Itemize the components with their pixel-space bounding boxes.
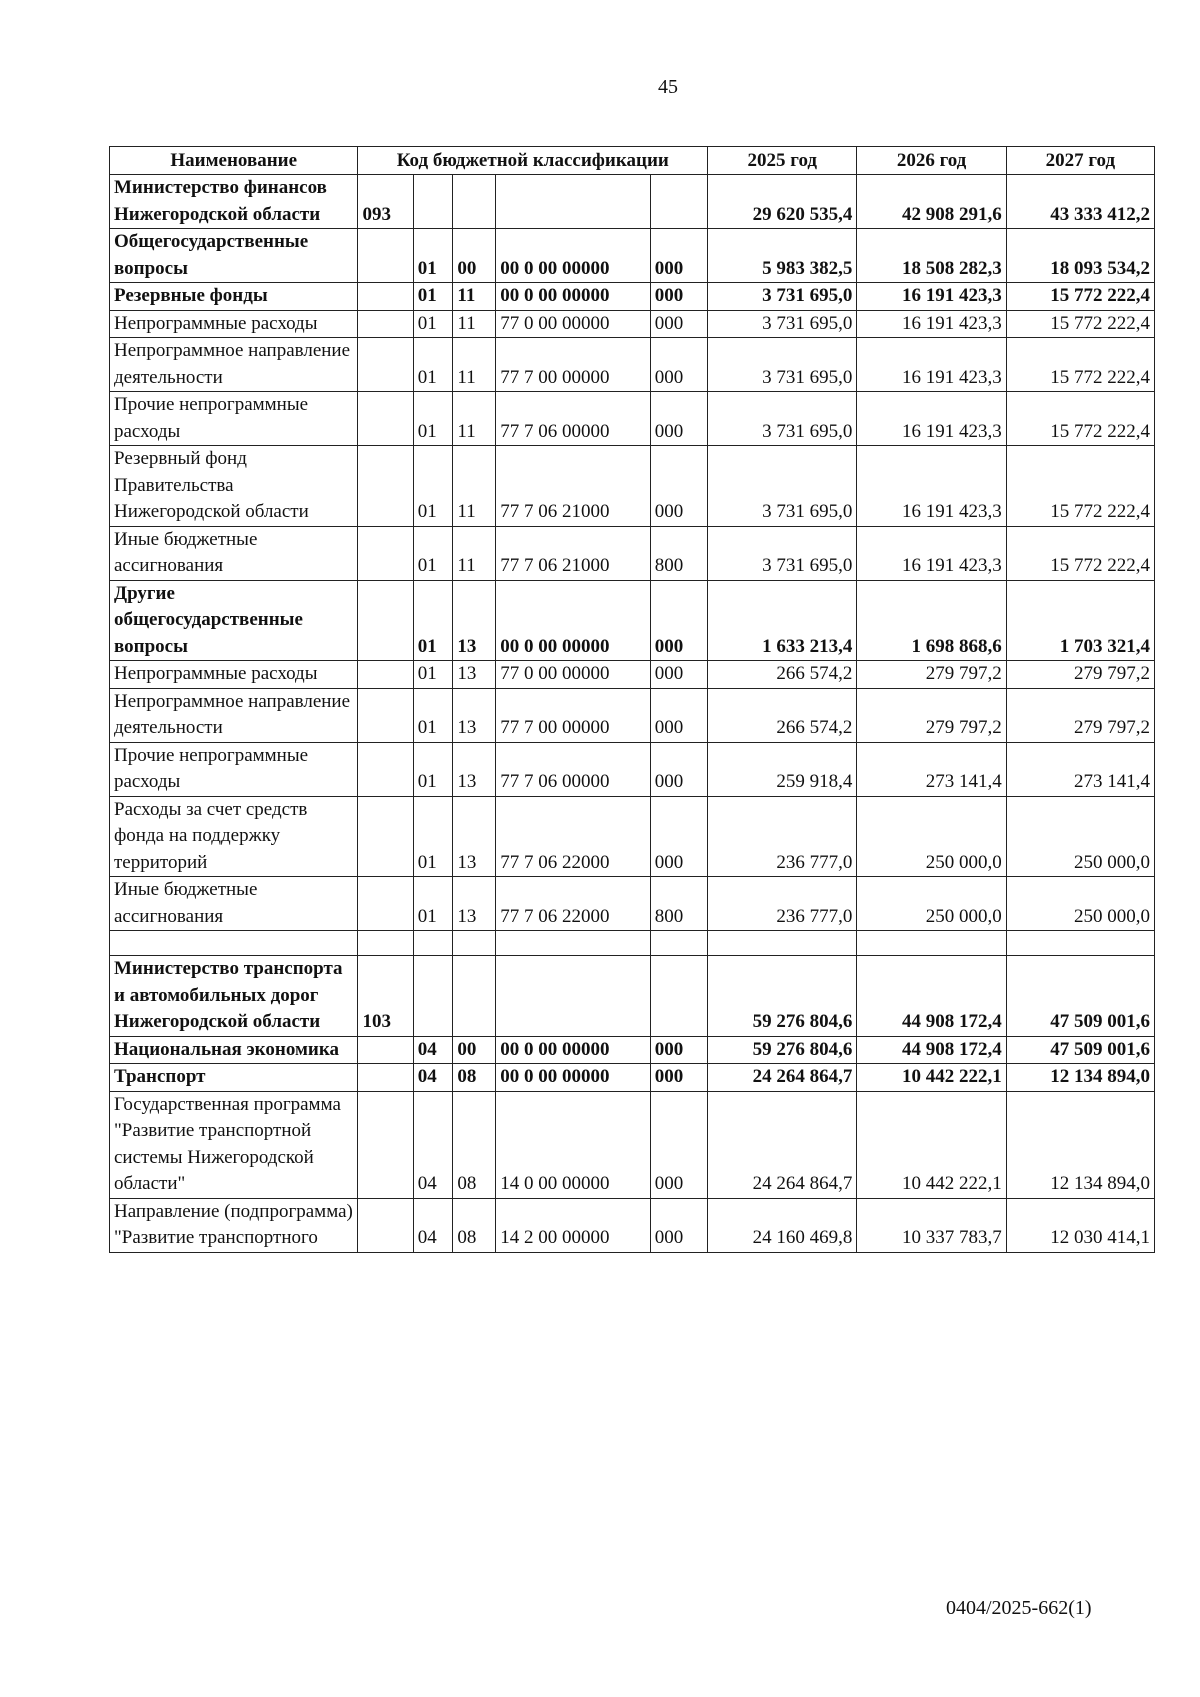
row-ved (358, 742, 413, 796)
row-csr: 00 0 00 00000 (496, 1036, 650, 1064)
row-2025: 5 983 382,5 (708, 229, 857, 283)
row-2025: 259 918,4 (708, 742, 857, 796)
row-name: Национальная экономика (110, 1036, 358, 1064)
row-2025: 266 574,2 (708, 688, 857, 742)
row-ved (358, 283, 413, 311)
row-name: Резервные фонды (110, 283, 358, 311)
row-pr: 11 (453, 310, 496, 338)
row-2027: 18 093 534,2 (1006, 229, 1154, 283)
row-csr: 77 7 00 00000 (496, 688, 650, 742)
row-2025: 24 264 864,7 (708, 1091, 857, 1198)
row-ved (358, 688, 413, 742)
row-rz: 01 (413, 877, 453, 931)
row-pr: 08 (453, 1064, 496, 1092)
row-2027: 47 509 001,6 (1006, 956, 1154, 1037)
row-2025: 1 633 213,4 (708, 580, 857, 661)
row-name: Резервный фонд Правительства Нижегородской области (110, 446, 358, 527)
table-row (110, 310, 1155, 338)
header-name: Наименование (110, 147, 358, 175)
row-2026: 10 442 222,1 (857, 1091, 1006, 1198)
row-2026: 1 698 868,6 (857, 580, 1006, 661)
row-2027: 12 134 894,0 (1006, 1064, 1154, 1092)
row-2027: 12 134 894,0 (1006, 1091, 1154, 1198)
table-row (110, 446, 1155, 527)
row-ved: 103 (358, 956, 413, 1037)
row-2026: 16 191 423,3 (857, 526, 1006, 580)
row-ved (358, 1036, 413, 1064)
row-ved (358, 526, 413, 580)
row-csr: 00 0 00 00000 (496, 283, 650, 311)
row-csr: 77 7 06 00000 (496, 742, 650, 796)
row-name (110, 931, 358, 956)
row-vr: 800 (650, 877, 707, 931)
row-vr: 000 (650, 283, 707, 311)
row-ved (358, 796, 413, 877)
row-2027: 250 000,0 (1006, 796, 1154, 877)
row-vr (650, 931, 707, 956)
row-2025: 3 731 695,0 (708, 283, 857, 311)
row-csr: 00 0 00 00000 (496, 580, 650, 661)
row-csr: 00 0 00 00000 (496, 229, 650, 283)
row-2025 (708, 931, 857, 956)
row-name: Государственная программа "Развитие транспортной системы Нижегородской области" (110, 1091, 358, 1198)
row-2026: 42 908 291,6 (857, 175, 1006, 229)
row-2025: 24 160 469,8 (708, 1198, 857, 1252)
row-2026: 10 337 783,7 (857, 1198, 1006, 1252)
row-rz: 01 (413, 392, 453, 446)
header-2025: 2025 год (708, 147, 857, 175)
document-number: 0404/2025-662(1) (946, 1597, 1092, 1619)
row-ved: 093 (358, 175, 413, 229)
row-ved (358, 877, 413, 931)
row-name: Непрограммные расходы (110, 310, 358, 338)
row-2027: 279 797,2 (1006, 688, 1154, 742)
row-2027: 47 509 001,6 (1006, 1036, 1154, 1064)
row-ved (358, 661, 413, 689)
row-pr (453, 956, 496, 1037)
row-2027 (1006, 931, 1154, 956)
header-2027: 2027 год (1006, 147, 1154, 175)
row-pr (453, 931, 496, 956)
row-pr: 13 (453, 796, 496, 877)
row-csr: 77 7 06 22000 (496, 796, 650, 877)
row-vr: 000 (650, 742, 707, 796)
header-code: Код бюджетной классификации (358, 147, 708, 175)
table-row (110, 1091, 1155, 1198)
row-name: Другие общегосударственные вопросы (110, 580, 358, 661)
row-ved (358, 931, 413, 956)
row-pr: 11 (453, 446, 496, 527)
row-name: Транспорт (110, 1064, 358, 1092)
row-vr: 000 (650, 688, 707, 742)
table-row (110, 229, 1155, 283)
row-csr: 00 0 00 00000 (496, 1064, 650, 1092)
row-name: Прочие непрограммные расходы (110, 742, 358, 796)
row-ved (358, 229, 413, 283)
row-2027: 15 772 222,4 (1006, 283, 1154, 311)
budget-table (109, 146, 1155, 1253)
row-rz (413, 931, 453, 956)
row-2026: 16 191 423,3 (857, 310, 1006, 338)
table-row (110, 877, 1155, 931)
row-2025: 3 731 695,0 (708, 446, 857, 527)
row-csr: 77 7 06 21000 (496, 526, 650, 580)
row-csr: 14 0 00 00000 (496, 1091, 650, 1198)
row-csr: 77 7 06 21000 (496, 446, 650, 527)
table-row (110, 1036, 1155, 1064)
table-row (110, 175, 1155, 229)
row-name: Министерство финансов Нижегородской области (110, 175, 358, 229)
row-ved (358, 338, 413, 392)
row-rz: 01 (413, 742, 453, 796)
row-name: Общегосударственные вопросы (110, 229, 358, 283)
row-2025: 236 777,0 (708, 796, 857, 877)
row-2027: 43 333 412,2 (1006, 175, 1154, 229)
table-row (110, 688, 1155, 742)
row-name: Непрограммное направление деятельности (110, 688, 358, 742)
row-2026: 279 797,2 (857, 661, 1006, 689)
row-2027: 15 772 222,4 (1006, 392, 1154, 446)
row-rz (413, 956, 453, 1037)
row-2027: 15 772 222,4 (1006, 310, 1154, 338)
row-vr: 000 (650, 338, 707, 392)
row-2025: 3 731 695,0 (708, 526, 857, 580)
row-2026: 16 191 423,3 (857, 338, 1006, 392)
row-pr: 11 (453, 283, 496, 311)
row-ved (358, 446, 413, 527)
row-pr: 13 (453, 688, 496, 742)
row-ved (358, 392, 413, 446)
row-vr: 000 (650, 446, 707, 527)
row-vr: 000 (650, 229, 707, 283)
row-2027: 12 030 414,1 (1006, 1198, 1154, 1252)
table-row (110, 796, 1155, 877)
row-csr: 77 7 06 00000 (496, 392, 650, 446)
row-2026: 16 191 423,3 (857, 283, 1006, 311)
row-2027: 1 703 321,4 (1006, 580, 1154, 661)
row-rz: 01 (413, 283, 453, 311)
row-pr: 13 (453, 661, 496, 689)
row-rz: 01 (413, 526, 453, 580)
row-pr: 13 (453, 877, 496, 931)
row-vr: 000 (650, 310, 707, 338)
row-rz: 01 (413, 688, 453, 742)
row-pr: 11 (453, 338, 496, 392)
table-row (110, 526, 1155, 580)
row-2025: 29 620 535,4 (708, 175, 857, 229)
row-vr: 000 (650, 796, 707, 877)
row-name: Прочие непрограммные расходы (110, 392, 358, 446)
row-vr: 000 (650, 580, 707, 661)
row-vr: 000 (650, 392, 707, 446)
row-rz: 04 (413, 1036, 453, 1064)
row-rz: 01 (413, 580, 453, 661)
row-2026: 279 797,2 (857, 688, 1006, 742)
row-2026: 18 508 282,3 (857, 229, 1006, 283)
row-csr: 77 0 00 00000 (496, 310, 650, 338)
table-row (110, 338, 1155, 392)
row-name: Иные бюджетные ассигнования (110, 526, 358, 580)
row-csr (496, 175, 650, 229)
row-pr: 08 (453, 1198, 496, 1252)
row-vr: 000 (650, 661, 707, 689)
row-2026: 44 908 172,4 (857, 956, 1006, 1037)
table-row (110, 661, 1155, 689)
row-pr: 13 (453, 580, 496, 661)
row-vr: 800 (650, 526, 707, 580)
row-rz: 04 (413, 1064, 453, 1092)
row-pr: 11 (453, 526, 496, 580)
row-pr (453, 175, 496, 229)
table-row (110, 1064, 1155, 1092)
table-row (110, 956, 1155, 1037)
page-number: 45 (658, 76, 678, 98)
row-2026: 273 141,4 (857, 742, 1006, 796)
row-name: Непрограммное направление деятельности (110, 338, 358, 392)
row-2027: 250 000,0 (1006, 877, 1154, 931)
row-2025: 3 731 695,0 (708, 338, 857, 392)
row-ved (358, 1198, 413, 1252)
row-pr: 00 (453, 229, 496, 283)
row-name: Иные бюджетные ассигнования (110, 877, 358, 931)
row-2026: 10 442 222,1 (857, 1064, 1006, 1092)
row-ved (358, 580, 413, 661)
row-name: Непрограммные расходы (110, 661, 358, 689)
row-vr: 000 (650, 1064, 707, 1092)
header-2026: 2026 год (857, 147, 1006, 175)
row-2026: 16 191 423,3 (857, 446, 1006, 527)
row-2027: 273 141,4 (1006, 742, 1154, 796)
row-rz: 01 (413, 446, 453, 527)
row-vr: 000 (650, 1198, 707, 1252)
row-rz: 01 (413, 310, 453, 338)
row-vr (650, 175, 707, 229)
row-csr: 77 7 06 22000 (496, 877, 650, 931)
row-vr: 000 (650, 1091, 707, 1198)
table-row (110, 283, 1155, 311)
row-rz: 01 (413, 338, 453, 392)
table-row-empty (110, 931, 1155, 956)
row-rz: 04 (413, 1091, 453, 1198)
table-header-row (110, 147, 1155, 175)
row-2026: 250 000,0 (857, 796, 1006, 877)
row-csr: 77 7 00 00000 (496, 338, 650, 392)
table-row (110, 742, 1155, 796)
row-csr: 77 0 00 00000 (496, 661, 650, 689)
row-vr (650, 956, 707, 1037)
row-2025: 59 276 804,6 (708, 956, 857, 1037)
row-name: Расходы за счет средств фонда на поддержку территорий (110, 796, 358, 877)
table-row (110, 1198, 1155, 1252)
row-2025: 3 731 695,0 (708, 310, 857, 338)
row-name: Направление (подпрограмма) "Развитие транспортного (110, 1198, 358, 1252)
row-2026: 44 908 172,4 (857, 1036, 1006, 1064)
row-2027: 15 772 222,4 (1006, 338, 1154, 392)
row-2027: 15 772 222,4 (1006, 446, 1154, 527)
row-2025: 3 731 695,0 (708, 392, 857, 446)
row-pr: 08 (453, 1091, 496, 1198)
row-rz: 01 (413, 229, 453, 283)
row-csr (496, 931, 650, 956)
row-2025: 59 276 804,6 (708, 1036, 857, 1064)
row-ved (358, 310, 413, 338)
row-2026: 250 000,0 (857, 877, 1006, 931)
row-csr: 14 2 00 00000 (496, 1198, 650, 1252)
row-2025: 24 264 864,7 (708, 1064, 857, 1092)
row-name: Министерство транспорта и автомобильных дорог Нижегородской области (110, 956, 358, 1037)
row-rz: 01 (413, 661, 453, 689)
row-2027: 279 797,2 (1006, 661, 1154, 689)
row-2025: 266 574,2 (708, 661, 857, 689)
row-pr: 13 (453, 742, 496, 796)
row-2026: 16 191 423,3 (857, 392, 1006, 446)
row-vr: 000 (650, 1036, 707, 1064)
row-2025: 236 777,0 (708, 877, 857, 931)
row-rz (413, 175, 453, 229)
row-rz: 04 (413, 1198, 453, 1252)
row-ved (358, 1091, 413, 1198)
row-2026 (857, 931, 1006, 956)
row-pr: 11 (453, 392, 496, 446)
row-ved (358, 1064, 413, 1092)
row-rz: 01 (413, 796, 453, 877)
table-row (110, 580, 1155, 661)
row-csr (496, 956, 650, 1037)
row-pr: 00 (453, 1036, 496, 1064)
row-2027: 15 772 222,4 (1006, 526, 1154, 580)
table-row (110, 392, 1155, 446)
